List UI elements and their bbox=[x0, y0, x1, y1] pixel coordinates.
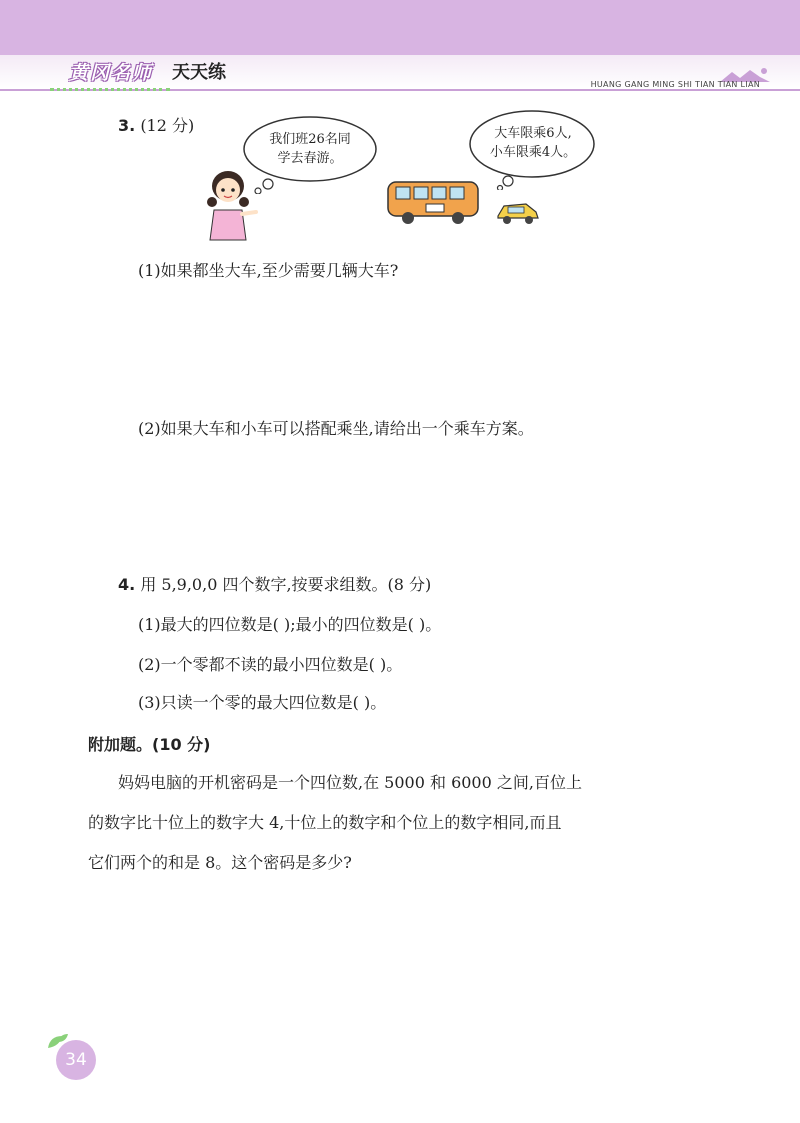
q4-title bbox=[118, 572, 431, 595]
q4-number: 4. bbox=[118, 575, 136, 594]
q3-score: (12 分) bbox=[140, 116, 195, 135]
q4-text: 用 5,9,0,0 四个数字,按要求组数。(8 分) bbox=[140, 575, 432, 594]
q3-sub2: (2)如果大车和小车可以搭配乘坐,请给出一个乘车方案。 bbox=[138, 419, 534, 438]
bubble-bus-text bbox=[478, 124, 588, 162]
bus-illustration bbox=[386, 178, 482, 226]
header-band bbox=[0, 0, 800, 55]
q4-sub3: (3)只读一个零的最大四位数是( )。 bbox=[138, 693, 387, 712]
brand-logo: 黄冈名师 bbox=[68, 61, 153, 84]
brand-underline bbox=[50, 84, 170, 91]
bonus-line-1: 妈妈电脑的开机密码是一个四位数,在 5000 和 6000 之间,百位上 bbox=[118, 773, 582, 792]
bonus-line-3: 它们两个的和是 8。这个密码是多少? bbox=[88, 853, 352, 872]
bubble-girl-text bbox=[255, 130, 365, 168]
bubble-girl-line: 学去春游。 bbox=[277, 151, 343, 166]
car-illustration bbox=[496, 198, 540, 226]
bubble-bus-line: 小车限乘4人。 bbox=[489, 145, 577, 160]
q3-sub1: (1)如果都坐大车,至少需要几辆大车? bbox=[138, 261, 399, 280]
bonus-title: 附加题。(10 分) bbox=[88, 735, 211, 754]
bonus-line-2: 的数字比十位上的数字大 4,十位上的数字和个位上的数字相同,而且 bbox=[88, 813, 562, 832]
q4-sub1: (1)最大的四位数是( );最小的四位数是( )。 bbox=[138, 615, 442, 634]
q3-title bbox=[118, 113, 194, 136]
bubble-bus-line: 大车限乘6人, bbox=[494, 126, 572, 141]
series-title: 天天练 bbox=[172, 62, 226, 83]
page-number: 34 bbox=[56, 1040, 96, 1080]
q4-sub2: (2)一个零都不读的最小四位数是( )。 bbox=[138, 655, 403, 674]
series-pinyin: HUANG GANG MING SHI TIAN TIAN LIAN bbox=[590, 80, 760, 89]
girl-illustration bbox=[202, 168, 262, 242]
q3-number: 3. bbox=[118, 116, 136, 135]
bubble-girl-line: 我们班26名同 bbox=[269, 132, 351, 147]
